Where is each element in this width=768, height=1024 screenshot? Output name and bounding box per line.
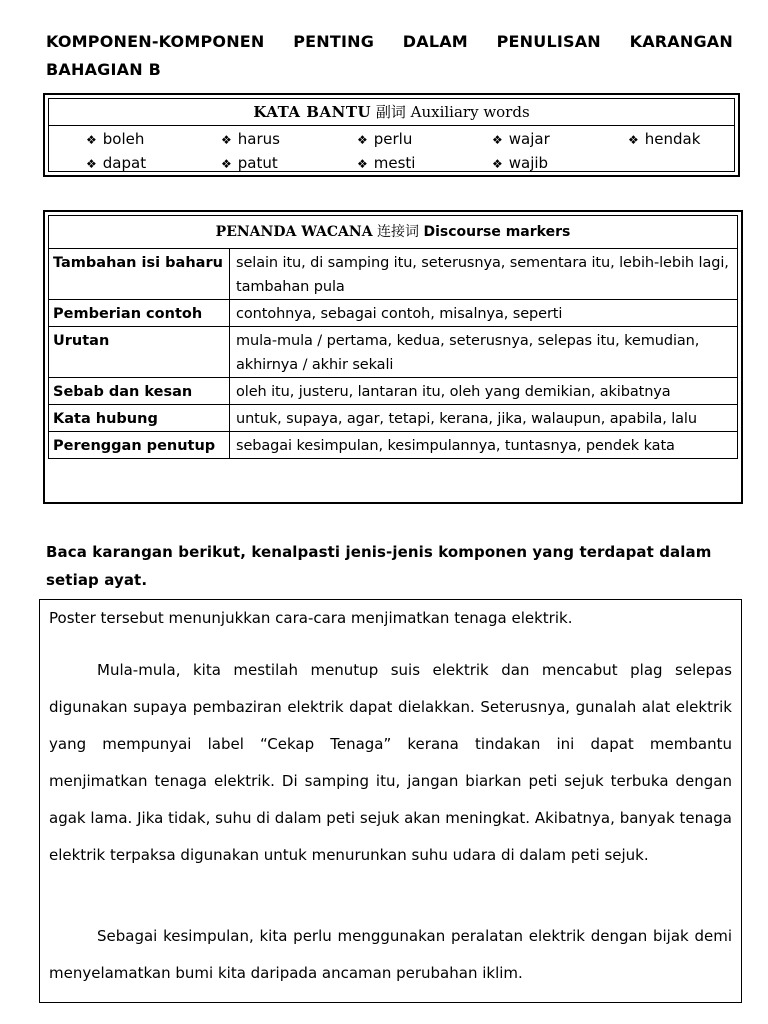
- table-row: [49, 432, 738, 459]
- diamond-bullet-icon: ❖: [357, 133, 368, 147]
- diamond-bullet-icon: ❖: [86, 157, 97, 171]
- row-text: contohnya, sebagai contoh, misalnya, seperti: [230, 300, 738, 327]
- row-text: mula-mula / pertama, kedua, seterusnya, selepas itu, kemudian, akhirnya / akhir sekali: [230, 327, 738, 378]
- diamond-bullet-icon: ❖: [357, 157, 368, 171]
- row-label: Kata hubung: [49, 405, 230, 432]
- list-item: ❖ hendak: [628, 130, 701, 148]
- list-item: ❖ perlu: [357, 130, 413, 148]
- table-row: [49, 300, 738, 327]
- kata-bantu-box: [43, 93, 740, 177]
- list-item: ❖ dapat: [86, 154, 147, 172]
- row-text: sebagai kesimpulan, kesimpulannya, tuntasnya, pendek kata: [230, 432, 738, 459]
- passage-paragraph-1: Poster tersebut menunjukkan cara-cara menjimatkan tenaga elektrik.: [49, 609, 573, 627]
- list-item: ❖ mesti: [357, 154, 416, 172]
- page-title: [46, 28, 733, 84]
- row-text: selain itu, di samping itu, seterusnya, sementara itu, lebih-lebih lagi, tambahan pula: [230, 249, 738, 300]
- row-label: Sebab dan kesan: [49, 378, 230, 405]
- passage-paragraph-3: Sebagai kesimpulan, kita perlu menggunakan peralatan elektrik dengan bijak demi menyelamatkan bumi kita daripada ancaman perubahan iklim.: [49, 927, 732, 982]
- title-word: DALAM: [402, 32, 468, 51]
- table-row: [49, 378, 738, 405]
- row-label: Tambahan isi baharu: [49, 249, 230, 300]
- row-label: Urutan: [49, 327, 230, 378]
- diamond-bullet-icon: ❖: [221, 157, 232, 171]
- kata-bantu-list: [49, 126, 734, 174]
- diamond-bullet-icon: ❖: [492, 133, 503, 147]
- diamond-bullet-icon: ❖: [86, 133, 97, 147]
- penanda-wacana-heading: PENANDA WACANA 连接词 Discourse markers: [49, 216, 738, 249]
- list-item: ❖ patut: [221, 154, 278, 172]
- diamond-bullet-icon: ❖: [492, 157, 503, 171]
- title-word: PENULISAN: [496, 32, 601, 51]
- row-text: untuk, supaya, agar, tetapi, kerana, jika, walaupun, apabila, lalu: [230, 405, 738, 432]
- title-word: KOMPONEN-KOMPONEN: [46, 32, 265, 51]
- diamond-bullet-icon: ❖: [628, 133, 639, 147]
- penanda-wacana-table: [48, 215, 738, 459]
- row-label: Pemberian contoh: [49, 300, 230, 327]
- row-text: oleh itu, justeru, lantaran itu, oleh yang demikian, akibatnya: [230, 378, 738, 405]
- list-item: ❖ harus: [221, 130, 280, 148]
- diamond-bullet-icon: ❖: [221, 133, 232, 147]
- instruction-text: Baca karangan berikut, kenalpasti jenis-jenis komponen yang terdapat dalam setiap ayat.: [46, 543, 712, 589]
- row-label: Perenggan penutup: [49, 432, 230, 459]
- table-row: [49, 405, 738, 432]
- passage-paragraph-2: Mula-mula, kita mestilah menutup suis elektrik dan mencabut plag selepas digunakan supaya pembaziran elektrik dapat dielakkan. Seterusnya, gunalah alat elektrik yang mempunyai label “Cekap Tenaga” kerana tindakan ini dapat membantu menjimatkan tenaga elektrik. Di samping itu, jangan biarkan peti sejuk terbuka dengan agak lama. Jika tidak, suhu di dalam peti sejuk akan meningkat. Akibatnya, banyak tenaga elektrik terpaksa digunakan untuk menurunkan suhu udara di dalam peti sejuk.: [49, 661, 732, 864]
- list-item: ❖ boleh: [86, 130, 145, 148]
- table-row: [49, 327, 738, 378]
- penanda-wacana-box: [43, 210, 743, 504]
- passage-box: [39, 599, 742, 1003]
- table-row: [49, 249, 738, 300]
- list-item: ❖ wajar: [492, 130, 550, 148]
- list-item: ❖ wajib: [492, 154, 549, 172]
- title-word: KARANGAN: [629, 32, 733, 51]
- kata-bantu-heading: KATA BANTU 副词 Auxiliary words: [49, 99, 734, 126]
- title-line-2: BAHAGIAN B: [46, 60, 161, 79]
- title-word: PENTING: [293, 32, 375, 51]
